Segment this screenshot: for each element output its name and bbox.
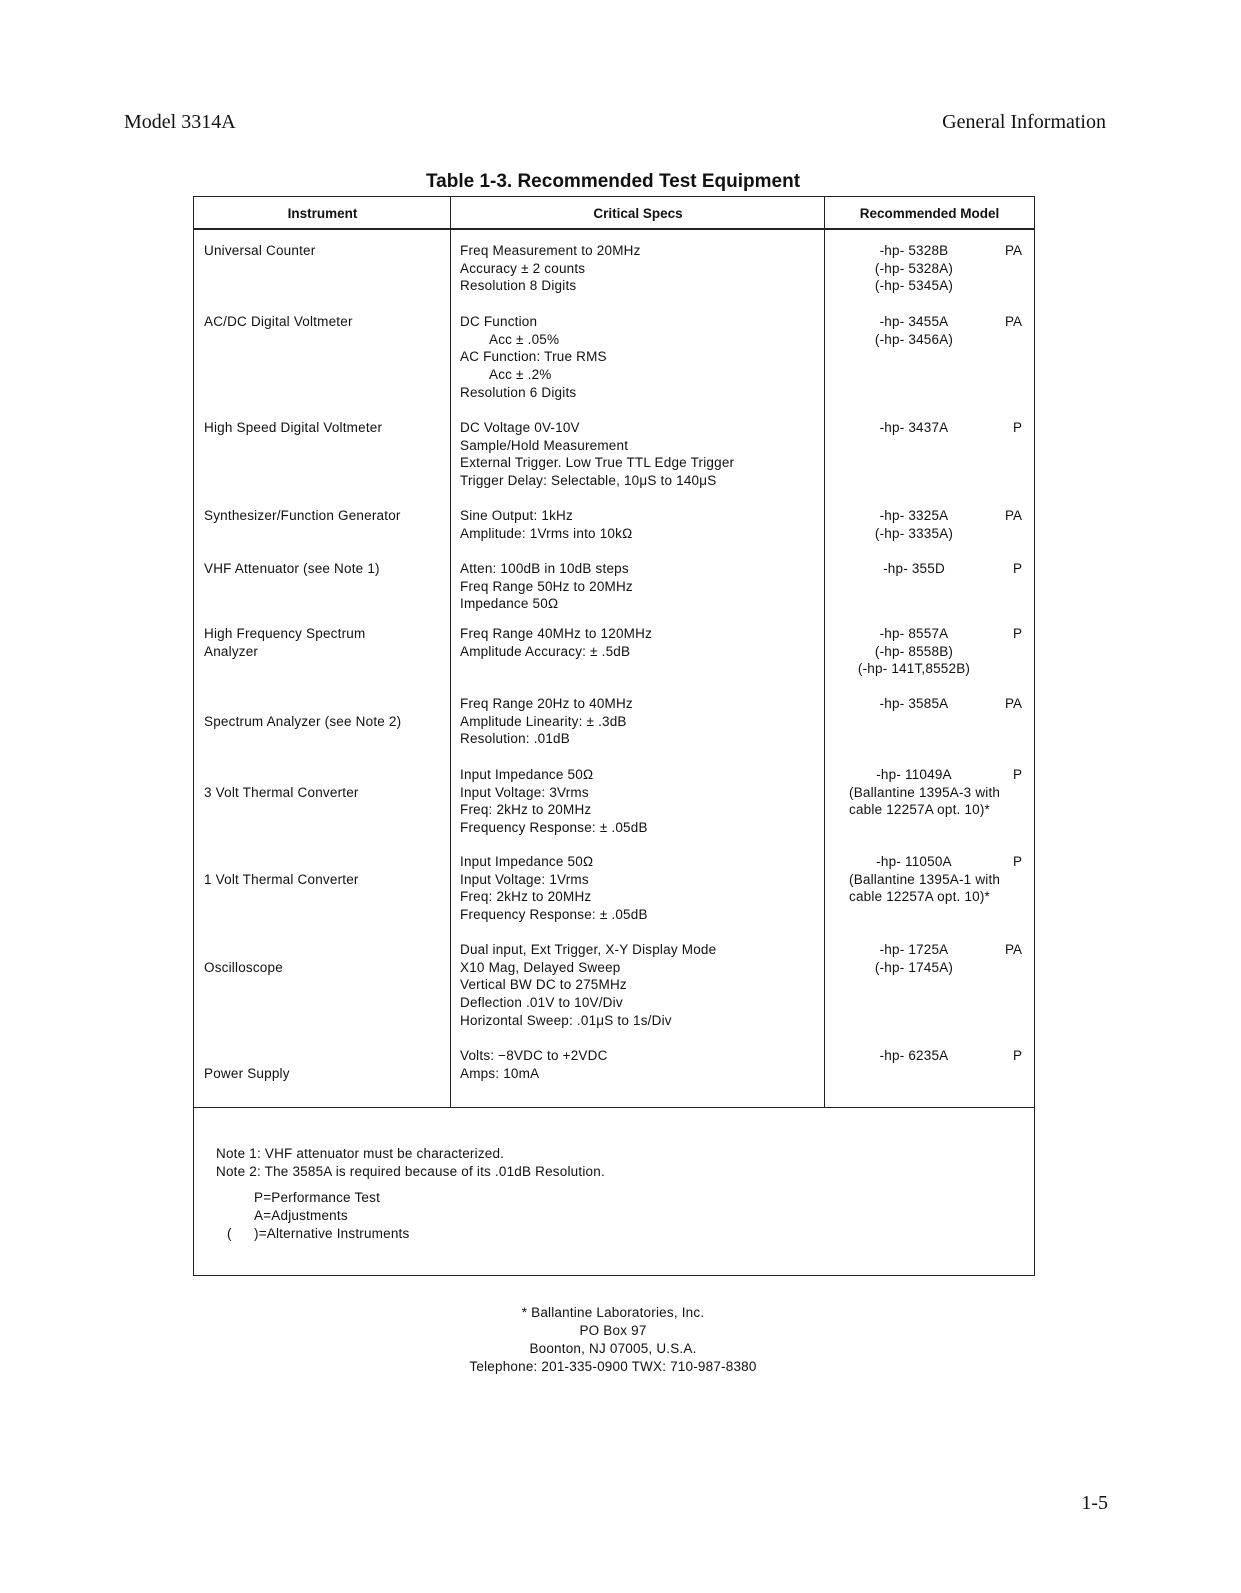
instrument-cell (204, 507, 401, 525)
usage-code: PA (1004, 314, 1022, 329)
spec-line: Amplitude Linearity: ± .3dB (460, 713, 627, 729)
specs-cell (460, 419, 734, 490)
column-divider (450, 197, 451, 1107)
specs-cell (460, 242, 641, 295)
specs-cell (460, 695, 633, 748)
model-line: -hp- 3325A (879, 508, 949, 523)
spec-line: DC Voltage 0V-10V (460, 420, 580, 435)
specs-cell (460, 560, 633, 613)
spec-line: Amps: 10mA (460, 1065, 540, 1081)
instrument-cell (204, 313, 353, 331)
instrument-cell (204, 560, 380, 578)
model-line: cable 12257A opt. 10)* (849, 802, 991, 818)
model-line: (-hp- 8558B) (874, 643, 954, 659)
model-line: -hp- 355D (883, 561, 945, 576)
spec-line: Acc ± .05% (489, 331, 560, 347)
usage-code: P (1012, 626, 1022, 641)
specs-cell (460, 507, 632, 542)
model-cell (849, 853, 1001, 906)
model-line: (-hp- 3335A) (874, 525, 954, 541)
spec-line: Freq Measurement to 20MHz (460, 243, 641, 258)
instrument-cell (204, 625, 365, 660)
model-cell (849, 625, 979, 678)
spec-line: Freq: 2kHz to 20MHz (460, 802, 592, 818)
spec-line: Deflection .01V to 10V/Div (460, 995, 623, 1011)
spec-line: Volts: −8VDC to +2VDC (460, 1048, 608, 1063)
model-cell (849, 507, 979, 542)
footer-pobox: PO Box 97 (579, 1323, 647, 1338)
spec-line: Horizontal Sweep: .01μS to 1s/Div (460, 1012, 672, 1028)
spec-line: Sample/Hold Measurement (460, 437, 629, 453)
model-line: -hp- 1725A (879, 942, 949, 957)
spec-line: Frequency Response: ± .05dB (460, 907, 648, 923)
col-header-model: Recommended Model (825, 197, 1034, 230)
spec-line: Input Voltage: 1Vrms (460, 871, 589, 887)
model-line: (Ballantine 1395A-3 with (849, 784, 1001, 800)
instrument-cell (204, 959, 283, 977)
column-divider (824, 197, 825, 1107)
header-model: Model 3314A (124, 111, 236, 133)
instrument-name: Synthesizer/Function Generator (204, 508, 401, 523)
usage-code: PA (1004, 942, 1022, 957)
model-line: -hp- 6235A (879, 1048, 949, 1063)
footer-city: Boonton, NJ 07005, U.S.A. (529, 1341, 697, 1356)
model-cell (849, 695, 979, 713)
model-line: (-hp- 5345A) (874, 278, 954, 294)
legend-adjustments: A=Adjustments (254, 1208, 348, 1223)
footer-phone: Telephone: 201-335-0900 TWX: 710-987-8380 (469, 1359, 757, 1374)
instrument-cell (204, 242, 315, 260)
note-2: Note 2: The 3585A is required because of its .01dB Resolution. (216, 1164, 605, 1179)
specs-cell (460, 313, 607, 402)
spec-line: Input Impedance 50Ω (460, 767, 594, 782)
model-line: cable 12257A opt. 10)* (849, 889, 991, 905)
instrument-name: 1 Volt Thermal Converter (204, 872, 359, 887)
instrument-name: AC/DC Digital Voltmeter (204, 314, 353, 329)
model-line: -hp- 11050A (876, 854, 952, 869)
spec-line: Freq Range 20Hz to 40MHz (460, 696, 633, 711)
model-cell (849, 242, 979, 295)
instrument-name: High Frequency Spectrum (204, 626, 366, 641)
instrument-cell (204, 419, 382, 437)
instrument-cell (204, 871, 359, 889)
instrument-name: Universal Counter (204, 243, 316, 258)
col-header-specs: Critical Specs (451, 197, 825, 230)
spec-line: Dual input, Ext Trigger, X-Y Display Mode (460, 942, 717, 957)
spec-line: Frequency Response: ± .05dB (460, 820, 648, 836)
spec-line: Amplitude Accuracy: ± .5dB (460, 643, 631, 659)
spec-line: Input Voltage: 3Vrms (460, 784, 589, 800)
equipment-table (193, 196, 1035, 1108)
spec-line: Resolution 6 Digits (460, 384, 577, 400)
specs-cell (460, 766, 648, 837)
legend-performance: P=Performance Test (254, 1190, 381, 1205)
usage-code: PA (1004, 696, 1022, 711)
specs-cell (460, 941, 716, 1030)
spec-line: Freq: 2kHz to 20MHz (460, 889, 592, 905)
instrument-name: Oscilloscope (204, 960, 283, 975)
notes-box (193, 1106, 1035, 1276)
model-cell (849, 941, 979, 976)
spec-line: Resolution: .01dB (460, 731, 570, 747)
spec-line: Vertical BW DC to 275MHz (460, 977, 627, 993)
usage-code: P (1012, 1048, 1022, 1063)
model-cell (849, 419, 979, 437)
header-section: General Information (942, 111, 1106, 133)
model-line: -hp- 8557A (879, 626, 949, 641)
spec-line: X10 Mag, Delayed Sweep (460, 959, 621, 975)
model-cell (849, 560, 979, 578)
spec-line: Resolution 8 Digits (460, 278, 577, 294)
legend-alternative-open-paren: ( (227, 1226, 232, 1241)
model-line: (-hp- 5328A) (874, 260, 954, 276)
instrument-name: High Speed Digital Voltmeter (204, 420, 383, 435)
page-number: 1-5 (1081, 1492, 1108, 1514)
spec-line: AC Function: True RMS (460, 349, 607, 365)
model-cell (849, 1047, 979, 1065)
specs-cell (460, 853, 648, 924)
instrument-name: VHF Attenuator (see Note 1) (204, 561, 380, 576)
model-cell (849, 313, 979, 348)
spec-line: Freq Range 40MHz to 120MHz (460, 626, 653, 641)
usage-code: PA (1004, 243, 1022, 258)
usage-code: P (1012, 420, 1022, 435)
usage-code: P (1012, 767, 1022, 782)
instrument-name: Analyzer (204, 643, 259, 659)
spec-line: Accuracy ± 2 counts (460, 260, 586, 276)
spec-line: DC Function (460, 314, 538, 329)
spec-line: External Trigger. Low True TTL Edge Trigger (460, 455, 735, 471)
model-line: -hp- 3455A (879, 314, 949, 329)
model-line: (-hp- 1745A) (874, 959, 954, 975)
model-line: (Ballantine 1395A-1 with (849, 871, 1001, 887)
model-line: (-hp- 3456A) (874, 331, 954, 347)
spec-line: Freq Range 50Hz to 20MHz (460, 578, 633, 594)
spec-line: Sine Output: 1kHz (460, 508, 573, 523)
spec-line: Input Impedance 50Ω (460, 854, 594, 869)
instrument-name: Power Supply (204, 1066, 290, 1081)
spec-line: Atten: 100dB in 10dB steps (460, 561, 629, 576)
table-title: Table 1-3. Recommended Test Equipment (425, 171, 801, 192)
instrument-cell (204, 784, 359, 802)
spec-line: Trigger Delay: Selectable, 10μS to 140μS (460, 473, 717, 489)
model-line: -hp- 5328B (879, 243, 949, 258)
spec-line: Impedance 50Ω (460, 596, 559, 612)
instrument-cell (204, 713, 401, 731)
specs-cell (460, 1047, 608, 1082)
instrument-name: 3 Volt Thermal Converter (204, 785, 359, 800)
footer-address (0, 1304, 1226, 1376)
model-line: -hp- 11049A (876, 767, 952, 782)
legend-alternative: )=Alternative Instruments (254, 1226, 410, 1241)
usage-code: P (1012, 561, 1022, 576)
model-line: (-hp- 141T,8552B) (857, 661, 971, 677)
specs-cell (460, 625, 652, 660)
spec-line: Amplitude: 1Vrms into 10kΩ (460, 525, 633, 541)
model-line: -hp- 3437A (879, 420, 949, 435)
usage-code: PA (1004, 508, 1022, 523)
instrument-cell (204, 1065, 290, 1083)
model-cell (849, 766, 1001, 819)
col-header-instrument: Instrument (194, 197, 451, 230)
note-1: Note 1: VHF attenuator must be characterized. (216, 1146, 505, 1161)
footer-company: * Ballantine Laboratories, Inc. (521, 1305, 705, 1320)
instrument-name: Spectrum Analyzer (see Note 2) (204, 714, 402, 729)
spec-line: Acc ± .2% (489, 367, 552, 383)
model-line: -hp- 3585A (879, 696, 949, 711)
usage-code: P (1012, 854, 1022, 869)
